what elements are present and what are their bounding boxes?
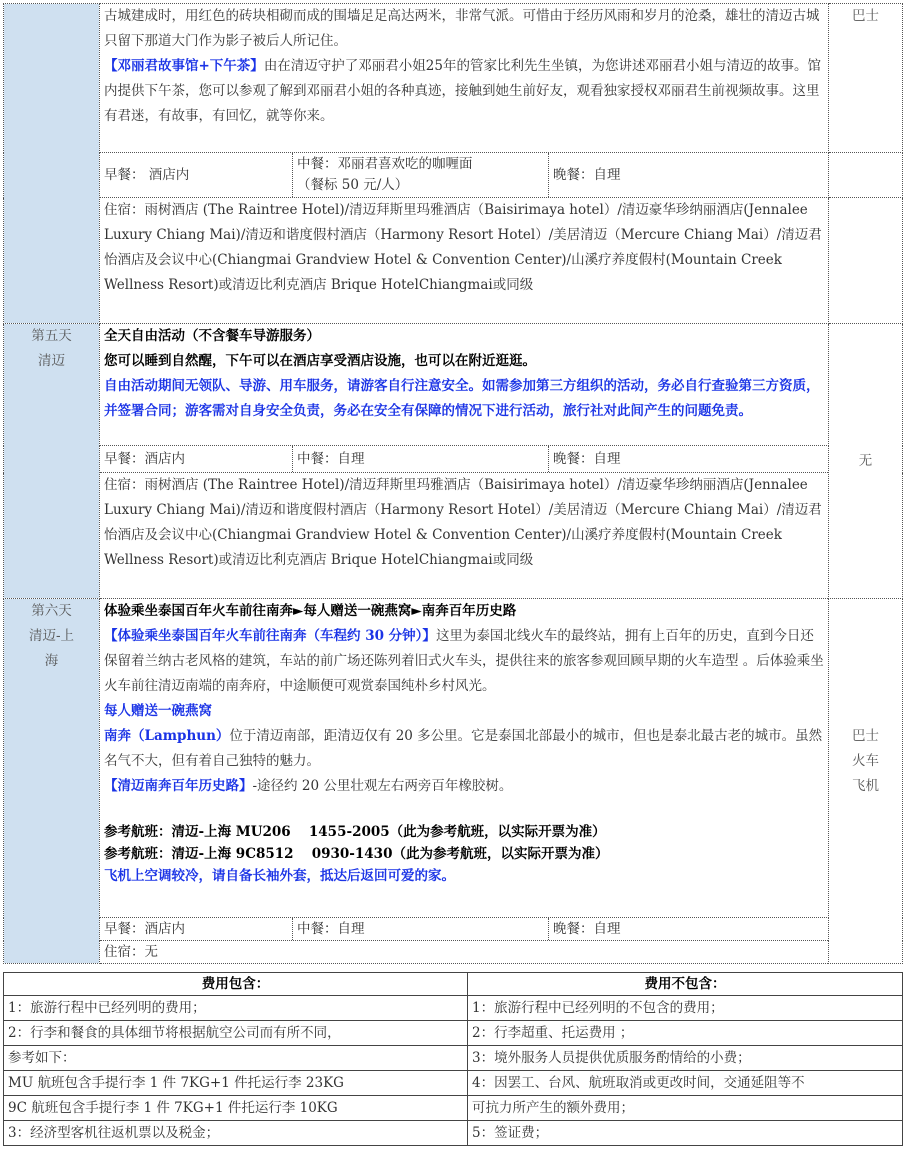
fee-included-item: 3：经济型客机往返机票以及税金； bbox=[4, 1121, 468, 1146]
day6-lunch: 中餐：自理 bbox=[293, 918, 549, 940]
day5-dinner: 晚餐：自理 bbox=[553, 450, 621, 467]
fee-row-1 bbox=[4, 996, 903, 1021]
day5-day-number: 第五天 bbox=[31, 328, 72, 344]
day6-breakfast: 早餐：酒店内 bbox=[100, 918, 293, 940]
day5-day-cell bbox=[4, 324, 100, 599]
day4-meals bbox=[100, 153, 829, 198]
day6-transport-bus: 巴士 bbox=[852, 727, 879, 744]
day4-hotel-row bbox=[4, 198, 903, 324]
day6-lamphun-title: 南奔（Lamphun） bbox=[104, 728, 230, 744]
day6-hotel-text: 住宿：无 bbox=[104, 944, 158, 960]
day6-road-title: 【清迈南奔百年历史路】 bbox=[104, 778, 253, 794]
fee-header-row bbox=[4, 973, 903, 996]
day5-hotel-row bbox=[4, 473, 903, 599]
day6-transport-plane: 飞机 bbox=[852, 777, 879, 794]
day6-transport-train: 火车 bbox=[852, 752, 879, 769]
day4-attraction-text: 由在清迈守护了邓丽君小姐25年的管家比利先生坐镇，为您讲述邓丽君小姐与清迈的故事。馆内提供下午茶，您可以参观了解到邓丽君小姐的各种真迹，接触到她生前好友，观看独家授权邓丽君生前视频故事。这里有君迷，有故事，有回忆，就等你来。 bbox=[104, 58, 821, 124]
day4-meal-transport-cell bbox=[829, 153, 903, 198]
day5-lunch: 中餐：自理 bbox=[293, 446, 549, 472]
day6-train-text: 这里为泰国北线火车的最终站，拥有上百年的历史，直到今日还保留着兰纳古老风格的建筑，车站的前广场还陈列着旧式火车头，提供往来的旅客参观回顾早期的火车造型 。后体验乘坐火车前往清迈南端的南奔府，中途顺便可观赏泰国纯朴乡村风光。 bbox=[104, 628, 824, 694]
day4-dinner: 晚餐：自理 bbox=[553, 166, 621, 183]
fee-row-2 bbox=[4, 1021, 903, 1046]
day4-content bbox=[100, 4, 829, 153]
day4-breakfast: 早餐： 酒店内 bbox=[100, 153, 293, 197]
fee-included-item: 9C 航班包含手提行李 1 件 7KG+1 件托运行李 10KG bbox=[4, 1096, 468, 1121]
day6-bird-nest: 每人赠送一碗燕窝 bbox=[104, 703, 212, 719]
day5-notice: 自由活动期间无领队、导游、用车服务，请游客自行注意安全。如需参加第三方组织的活动，务必自行查验第三方资质，并签署合同；游客需对自身安全负责，务必在安全有保障的情况下进行活动，旅行社对此间产生的问题免责。 bbox=[104, 378, 820, 419]
fee-table bbox=[3, 972, 903, 1146]
day6-flight-1: 参考航班：清迈-上海 MU206 1455-2005（此为参考航班，以实际开票为准） bbox=[104, 824, 606, 840]
day5-title: 全天自由活动（不含餐车导游服务） bbox=[104, 328, 320, 344]
fee-excluded-header: 费用不包含： bbox=[468, 973, 903, 996]
fee-excluded-item: 1：旅游行程中已经列明的不包含的费用； bbox=[468, 996, 903, 1021]
day6-flight-2: 参考航班：清迈-上海 9C8512 0930-1430（此为参考航班，以实际开票为准） bbox=[104, 846, 609, 862]
day6-content bbox=[100, 599, 829, 918]
day4-transport bbox=[829, 4, 903, 153]
fee-row-5 bbox=[4, 1096, 903, 1121]
day4-hotel-transport-cell bbox=[829, 198, 903, 324]
fee-excluded-item: 2：行李超重、托运费用 ； bbox=[468, 1021, 903, 1046]
day6-ac-notice: 飞机上空调较冷，请自备长袖外套，抵达后返回可爱的家。 bbox=[104, 868, 455, 884]
fee-excluded-item: 5：签证费； bbox=[468, 1121, 903, 1146]
day5-hotel bbox=[100, 473, 829, 599]
day5-meal-row bbox=[4, 446, 903, 473]
day4-hotel bbox=[100, 198, 829, 324]
day6-hotel-row bbox=[4, 941, 903, 964]
day5-breakfast: 早餐：酒店内 bbox=[100, 446, 293, 472]
day6-transport bbox=[829, 599, 903, 964]
day6-day-cell bbox=[4, 599, 100, 964]
day5-transport-none: 无 bbox=[858, 452, 873, 469]
day6-route-2: 海 bbox=[44, 653, 59, 669]
day4-transport-bus: 巴士 bbox=[852, 8, 879, 24]
day6-lamphun-text: 位于清迈南部，距清迈仅有 20 多公里。它是泰国北部最小的城市，但也是泰北最古老的城市。虽然名气不大，但有着自己独特的魅力。 bbox=[104, 728, 823, 769]
fee-row-4 bbox=[4, 1071, 903, 1096]
fee-included-header: 费用包含： bbox=[4, 973, 468, 996]
day5-content-row bbox=[4, 324, 903, 446]
day6-road-text: -途径约 20 公里壮观左右两旁百年橡胶树。 bbox=[252, 778, 513, 794]
fee-row-3 bbox=[4, 1046, 903, 1071]
fee-row-6 bbox=[4, 1121, 903, 1146]
day4-intro: 古城建成时，用红色的砖块相砌而成的围墙足足高达两米，非常气派。可惜由于经历风雨和岁月的沧桑，雄壮的清迈古城只留下那道大门作为影子被后人所记住。 bbox=[104, 8, 820, 49]
fee-excluded-item: 3：境外服务人员提供优质服务酌情给的小费； bbox=[468, 1046, 903, 1071]
fee-included-item: 1：旅游行程中已经列明的费用； bbox=[4, 996, 468, 1021]
day6-hotel bbox=[100, 941, 829, 964]
fee-excluded-item: 可抗力所产生的额外费用； bbox=[468, 1096, 903, 1121]
day6-route-1: 清迈-上 bbox=[28, 628, 75, 644]
day6-meals bbox=[100, 918, 829, 941]
day5-content bbox=[100, 324, 829, 446]
day5-subtitle: 您可以睡到自然醒，下午可以在酒店享受酒店设施，也可以在附近逛逛。 bbox=[104, 353, 536, 369]
fee-excluded-item: 4：因罢工、台风、航班取消或更改时间，交通延阻等不 bbox=[468, 1071, 903, 1096]
day6-title: 体验乘坐泰国百年火车前往南奔►每人赠送一碗燕窝►南奔百年历史路 bbox=[104, 603, 517, 619]
day6-dinner: 晚餐：自理 bbox=[553, 920, 621, 937]
day4-attraction-title: 【邓丽君故事馆+下午茶】 bbox=[104, 58, 264, 74]
day4-day-cell bbox=[4, 4, 100, 324]
day4-lunch-line2: （餐标 50 元/人） bbox=[297, 177, 409, 193]
day4-content-row bbox=[4, 4, 903, 153]
day4-lunch bbox=[293, 153, 549, 197]
day6-train-title: 【体验乘坐泰国百年火车前往南奔（车程约 30 分钟）】 bbox=[104, 628, 436, 644]
day6-spacer bbox=[104, 799, 824, 821]
fee-included-item: 参考如下： bbox=[4, 1046, 468, 1071]
day5-transport bbox=[829, 324, 903, 599]
day4-hotel-text: 住宿：雨树酒店 (The Raintree Hotel)/清迈拜斯里玛雅酒店（Baisirimaya hotel）/清迈豪华珍纳丽酒店(Jennalee Luxury Chiang Mai)/清迈和谐度假村酒店（Harmony Resort Hotel）/美居清迈（Mercure Chiang Mai）/清迈君怡酒店及会议中心(Chiangmai Grandview Hotel & Convention Center)/山溪疗养度假村(Mountain Creek Wellness Resort)或清迈比利克酒店 Brique HotelChiangmai或同级 bbox=[104, 202, 822, 293]
day5-hotel-text: 住宿：雨树酒店 (The Raintree Hotel)/清迈拜斯里玛雅酒店（Baisirimaya hotel）/清迈豪华珍纳丽酒店(Jennalee Luxury Chiang Mai)/清迈和谐度假村酒店（Harmony Resort Hotel）/美居清迈（Mercure Chiang Mai）/清迈君怡酒店及会议中心(Chiangmai Grandview Hotel & Convention Center)/山溪疗养度假村(Mountain Creek Wellness Resort)或清迈比利克酒店 Brique HotelChiangmai或同级 bbox=[104, 477, 822, 568]
day5-city: 清迈 bbox=[38, 353, 65, 369]
fee-included-item: MU 航班包含手提行李 1 件 7KG+1 件托运行李 23KG bbox=[4, 1071, 468, 1096]
day6-content-row bbox=[4, 599, 903, 918]
day4-meal-row bbox=[4, 153, 903, 198]
day6-day-number: 第六天 bbox=[31, 603, 72, 619]
itinerary-table bbox=[3, 3, 903, 964]
day6-meal-row bbox=[4, 918, 903, 941]
day4-lunch-line1: 中餐：邓丽君喜欢吃的咖喱面 bbox=[297, 156, 473, 172]
day5-meals bbox=[100, 446, 829, 473]
fee-included-item: 2：行李和餐食的具体细节将根据航空公司而有所不同， bbox=[4, 1021, 468, 1046]
